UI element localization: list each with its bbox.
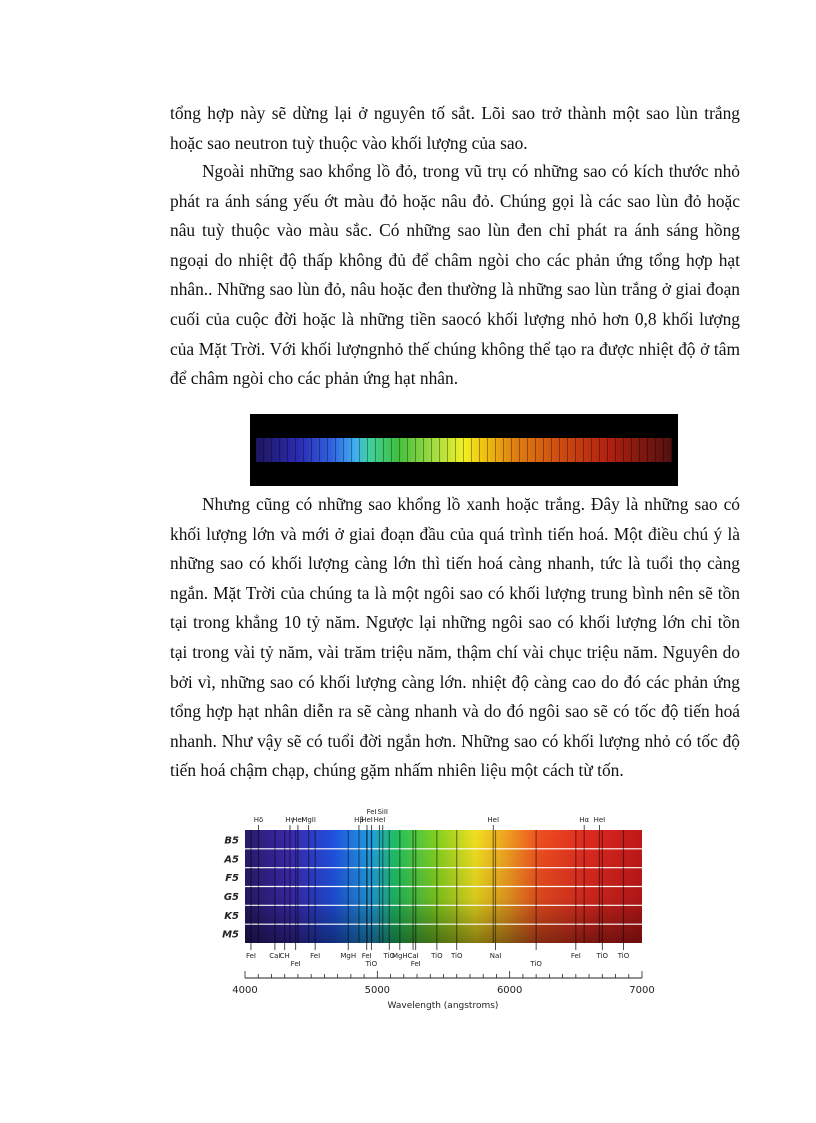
paragraph-2: Ngoài những sao khổng lồ đỏ, trong vũ trụ có những sao có kích thước nhỏ phát ra ánh sáng yếu ớt màu đỏ hoặc nâu đỏ. Chúng gọi là các sao lùn đỏ hoặc nâu tuỳ thuộc vào màu sắc. Có những sao lùn đen chỉ phát ra ánh sáng hồng ngoại do nhiệt độ thấp không đủ để châm ngòi cho các phản ứng tổng hợp hạt nhân.. Những sao lùn đỏ, nâu hoặc đen thường là những sao lùn trắng ở giai đoạn cuối của cuộc đời hoặc là những tiền saocó khối lượng nhỏ hơn 0,8 khối lượng của Mặt Trời. Với khối lượngnhỏ thế chúng không thể tạo ra được nhiệt độ ở tâm để châm ngòi cho các phản ứng hạt nhân. [170,161,740,389]
bottom-line-label: FeI [310,952,321,960]
bottom-line-label: CaI [269,952,281,960]
bottom-line-label: CaI [407,952,419,960]
tick-label: 4000 [232,985,258,996]
tick-label: 7000 [629,985,655,996]
bottom-line-labels [246,943,630,968]
spectrum-strip-image [250,414,678,486]
row-label: B5 [224,835,239,847]
bottom-line-label: TiO [530,960,542,968]
top-line-label: HeI [361,816,373,824]
tick-label: 6000 [496,985,523,996]
top-line-label: Hβ [354,816,364,824]
bottom-line-label: FeI [245,952,256,960]
paragraph-1: tổng hợp này sẽ dừng lại ở nguyên tố sắt. Lõi sao trở thành một sao lùn trắng hoặc sao neutron tuỳ thuộc vào khối lượng của sao. [170,103,740,153]
row-label: A5 [224,854,239,866]
top-line-label: Hδ [253,816,264,824]
top-line-label: HeI [292,816,304,824]
bottom-line-label: TiO [383,952,396,960]
top-line-label: Hγ [285,816,295,824]
row-label: K5 [224,910,239,922]
bottom-line-label: TiO [450,952,463,960]
top-line-label: SiII [377,808,389,816]
top-line-label: FeI [366,808,377,816]
stellar-spectra-figure [215,800,655,1015]
bottom-line-label: NaI [489,952,502,960]
tick-label: 5000 [364,985,391,996]
top-line-label: MgII [301,816,316,824]
top-line-label: HeI [487,816,500,824]
row-label: M5 [222,929,239,941]
row-label: F5 [225,873,239,885]
axis-title: Wavelength (angstroms) [387,1001,499,1011]
bottom-line-label: TiO [365,960,378,968]
bottom-line-label: TiO [596,952,609,960]
bottom-line-label: TiO [617,952,630,960]
bottom-line-label: FeI [290,960,301,968]
bottom-line-label: MgH [340,952,357,960]
bottom-line-label: FeI [361,952,372,960]
bottom-line-label: FeI [570,952,581,960]
bottom-line-label: CH [279,952,290,960]
absorption-lines [256,438,672,462]
top-line-label: HeI [373,816,386,824]
bottom-line-label: TiO [431,952,443,960]
paragraph-3: Nhưng cũng có những sao khổng lồ xanh hoặc trắng. Đây là những sao có khối lượng lớn và mới ở giai đoạn đầu của quá trình tiến hoá. Một điều chú ý là những sao có khối lượng càng lớn thì tiến hoá càng nhanh, tức là tuổi thọ càng ngắn. Mặt Trời của chúng ta là một ngôi sao có khối lượng trung bình nên sẽ tồn tại trong khẳng 10 tỷ năm. Ngược lại những ngôi sao có khối lượng lớn chỉ tồn tại trong vài tỷ năm, vài trăm triệu năm, thậm chí vài chục triệu năm. Nguyên do bởi vì, những sao có khối lượng càng lớn. nhiệt độ càng cao do đó các phản ứng tổng hợp hạt nhân diễn ra sẽ càng nhanh và do đó ngôi sao sẽ có tốc độ tiến hoá nhanh. Như vậy sẽ có tuổi đời ngắn hơn. Những sao có khối lượng nhỏ có tốc độ tiến hoá chậm chạp, chúng gặm nhấm nhiên liệu một cách từ tốn. [170,494,740,781]
row-label: G5 [223,891,239,903]
bottom-line-label: FeI [410,960,421,968]
top-line-label: HeI [593,816,606,824]
bottom-line-label: MgH [391,952,408,960]
top-line-label: Hα [579,816,590,824]
wavelength-axis [232,971,654,996]
top-line-labels [254,808,605,830]
